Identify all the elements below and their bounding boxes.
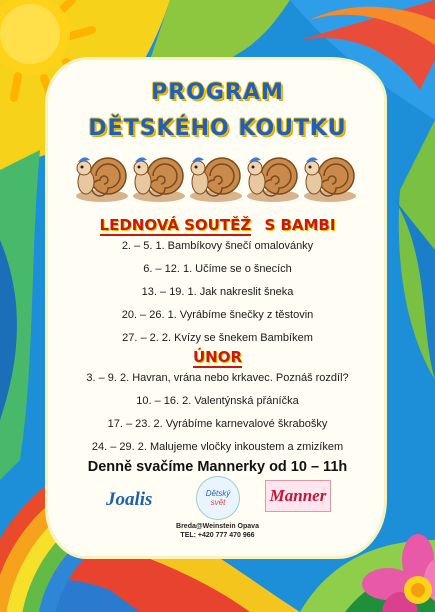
snail-icon — [247, 157, 299, 202]
february-item: 3. – 9. 2. Havran, vrána nebo krkavec. Poznáš rozdíl? — [86, 372, 349, 384]
joalis-logo — [106, 489, 172, 517]
january-item: 2. – 5. 1. Bambíkovy šnečí omalovánky — [121, 240, 314, 252]
manner-logo-text: Manner — [269, 486, 327, 505]
title-line-1: PROGRAM — [151, 80, 284, 105]
january-item: 27. – 2. 2. Kvízy se šnekem Bambíkem — [122, 332, 313, 344]
snail-mascots — [74, 152, 359, 204]
february-heading-text: ÚNOR — [192, 348, 243, 366]
february-item: 10. – 16. 2. Valentýnská přáníčka — [136, 395, 299, 407]
footer-company: Breda@Weinstein Opava — [176, 523, 259, 530]
footer-phone: TEL: +420 777 470 966 — [180, 532, 255, 539]
snack-note: Denně svačíme Mannerky od 10 – 11h — [87, 459, 348, 475]
snail-icon — [304, 157, 356, 202]
january-item: 20. – 26. 1. Vyrábíme šnečky z těstovin — [121, 309, 314, 321]
february-item: 17. – 23. 2. Vyrábíme karnevalové škrabošky — [107, 418, 328, 430]
january-item: 13. – 19. 1. Jak nakreslit šneka — [141, 286, 294, 298]
february-item: 24. – 29. 2. Malujeme vločky inkoustem a zmizíkem — [91, 441, 344, 453]
january-item: 6. – 12. 1. Učíme se o šnecích — [143, 263, 292, 275]
snail-icon — [133, 157, 185, 202]
detsky-logo-line-1: Dětský — [205, 489, 231, 498]
january-heading-brand: S BAMBI — [264, 216, 336, 234]
title-line-2: DĚTSKÉHO KOUTKU — [88, 116, 347, 141]
january-heading-text: LEDNOVÁ SOUTĚŽ — [99, 216, 252, 234]
snail-icon — [190, 157, 242, 202]
january-heading — [0, 216, 435, 234]
manner-logo — [265, 480, 331, 512]
detsky-logo-line-2: svět — [210, 498, 226, 507]
snail-icon — [76, 157, 128, 202]
february-heading — [0, 348, 435, 366]
joalis-logo-text: Joalis — [106, 489, 153, 510]
detsky-svet-logo — [196, 476, 240, 520]
